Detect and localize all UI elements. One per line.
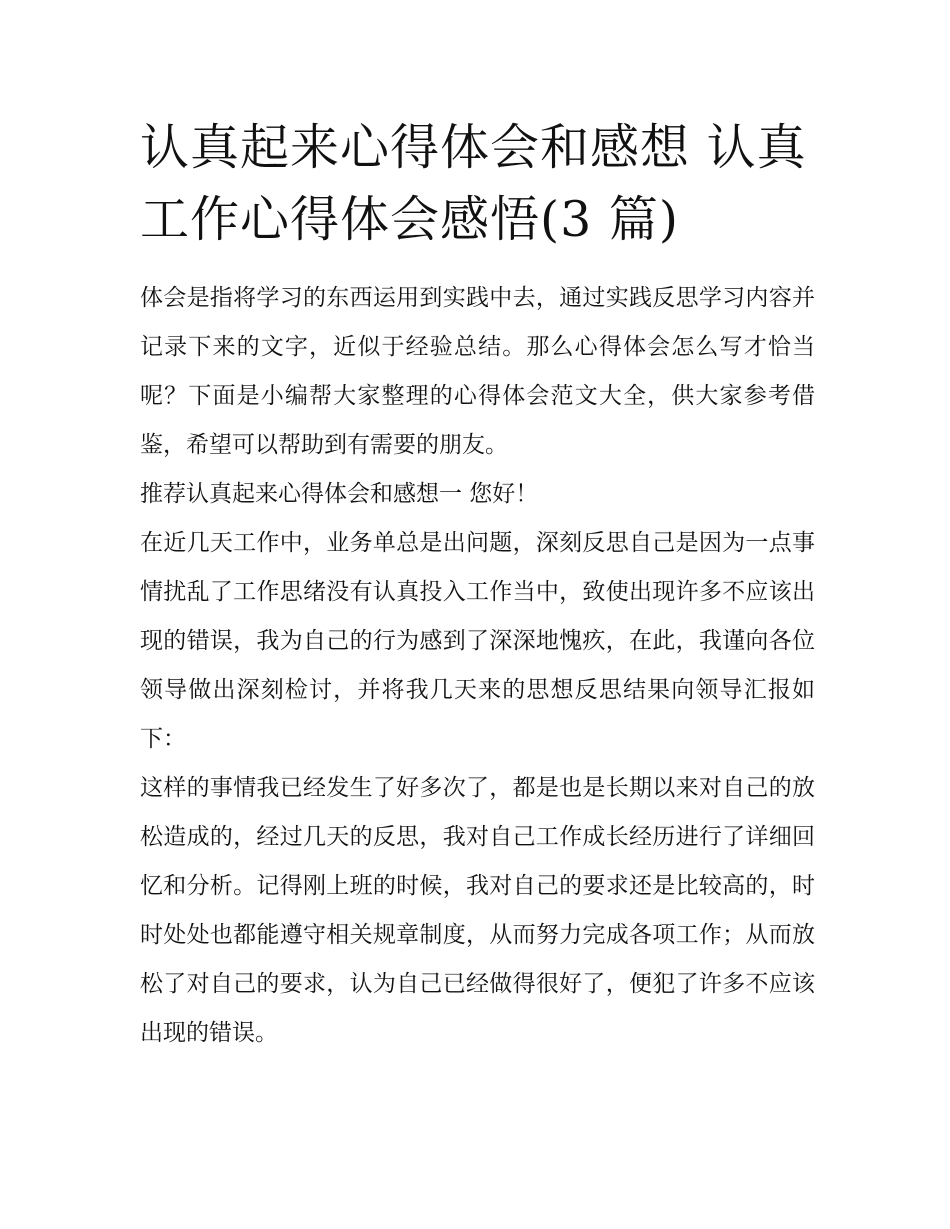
body-paragraph-1: 在近几天工作中，业务单总是出问题，深刻反思自己是因为一点事情扰乱了工作思绪没有认真投入工作当中，致使出现许多不应该出现的错误，我为自己的行为感到了深深地愧疚，在此，我谨向各位领导做出深刻检讨，并将我几天来的思想反思结果向领导汇报如下： bbox=[140, 530, 815, 752]
intro-paragraph: 体会是指将学习的东西运用到实践中去，通过实践反思学习内容并记录下来的文字，近似于经验总结。那么心得体会怎么写才恰当呢？下面是小编帮大家整理的心得体会范文大全，供大家参考借鉴，希望可以帮助到有需要的朋友。 bbox=[140, 285, 815, 458]
body-paragraph-2: 这样的事情我已经发生了好多次了，都是也是长期以来对自己的放松造成的，经过几天的反思，我对自己工作成长经历进行了详细回忆和分析。记得刚上班的时候，我对自己的要求还是比较高的，时时处处也都能遵守相关规章制度，从而努力完成各项工作；从而放松了对自己的要求，认为自己已经做得很好了，便犯了许多不应该出现的错误。 bbox=[140, 775, 815, 1046]
document-page bbox=[140, 112, 815, 1058]
section-heading-paragraph: 推荐认真起来心得体会和感想一 您好！ bbox=[140, 481, 539, 507]
document-title: 认真起来心得体会和感想 认真工作心得体会感悟(3 篇) bbox=[140, 119, 807, 248]
